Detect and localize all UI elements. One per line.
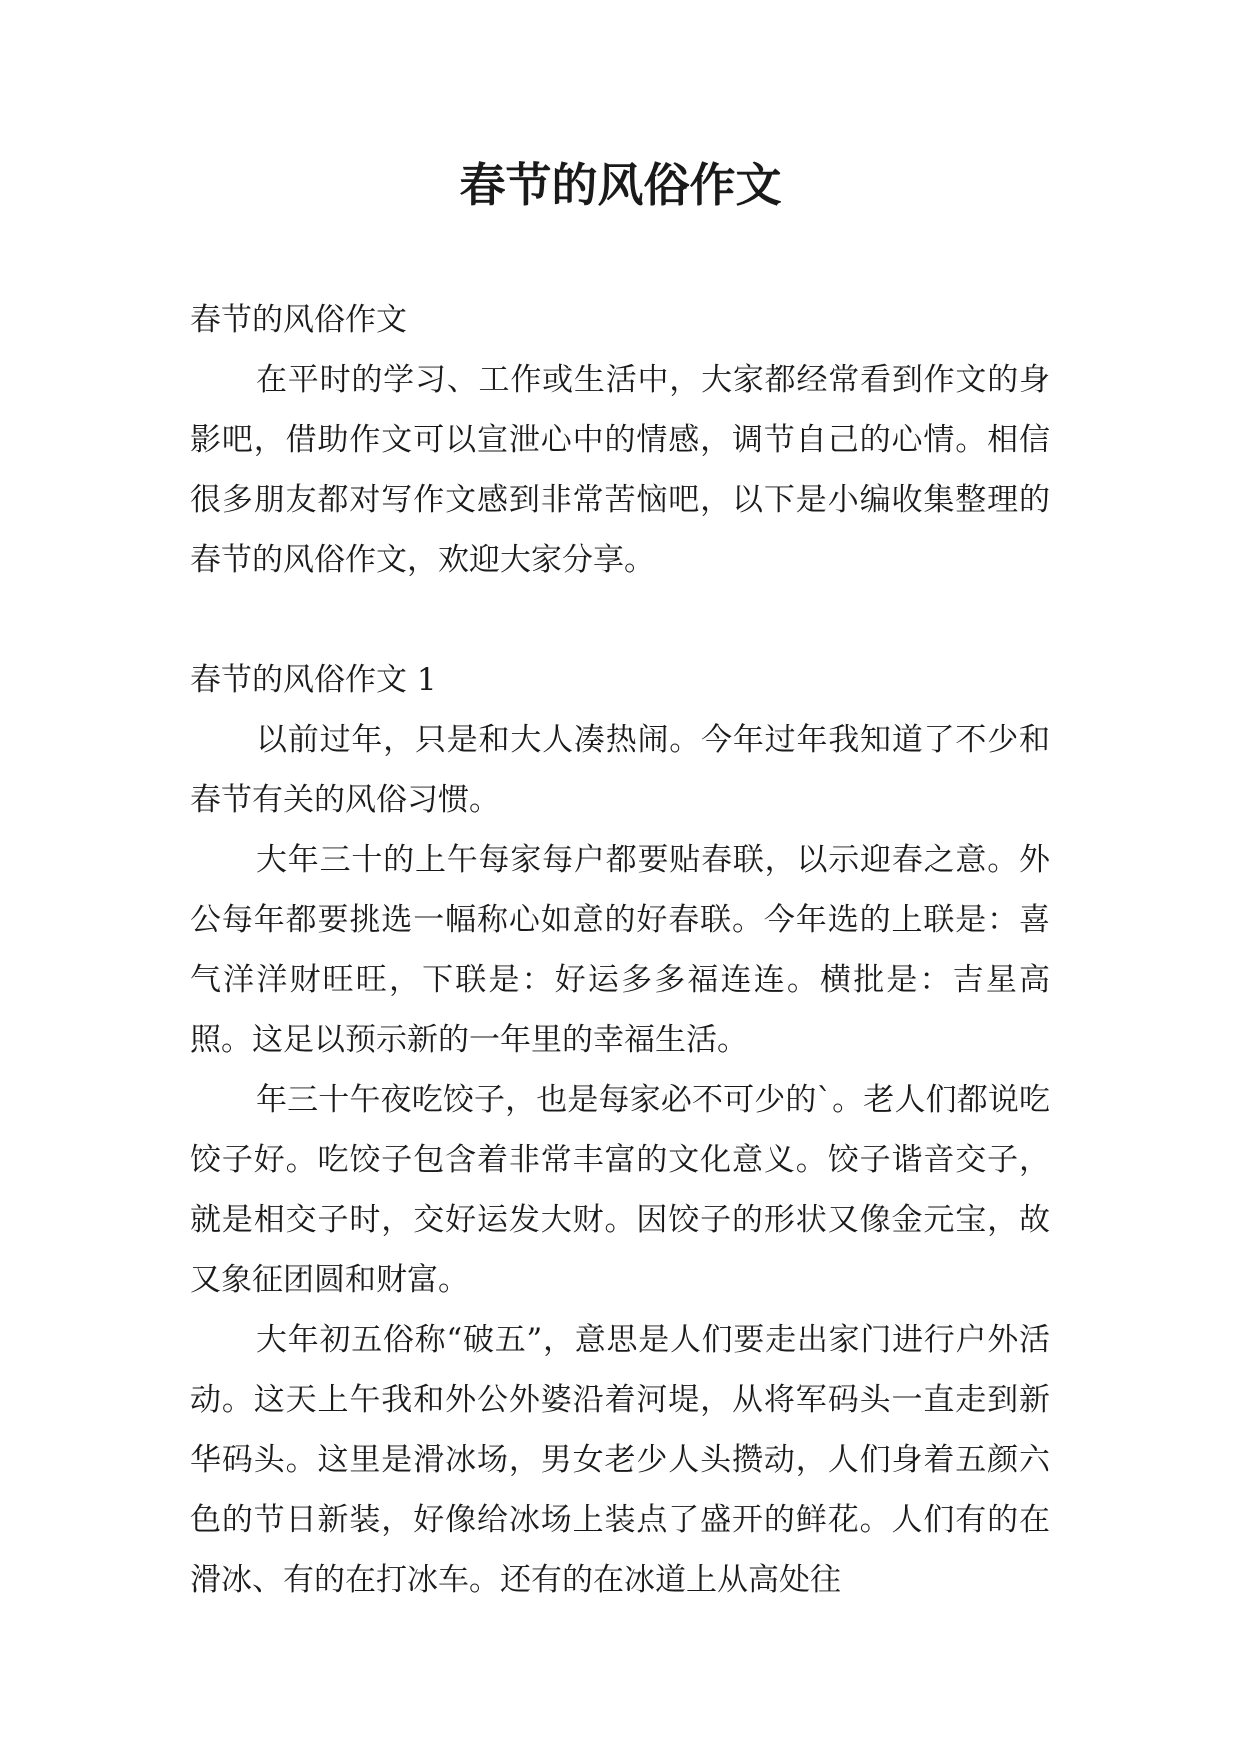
document-title: 春节的风俗作文 [459,158,782,212]
section-spacer [190,590,1050,650]
intro-paragraph: 在平时的学习、工作或生活中，大家都经常看到作文的身影吧，借助作文可以宣泄心中的情感，调节自己的心情。相信很多朋友都对写作文感到非常苦恼吧，以下是小编收集整理的春节的风俗作文，欢迎大家分享。 [190,362,1050,578]
section1-paragraph-2: 大年三十的上午每家每户都要贴春联，以示迎春之意。外公每年都要挑选一幅称心如意的好春联。今年选的上联是：喜气洋洋财旺旺，下联是：好运多多福连连。横批是：吉星高照。这足以预示新的一年里的幸福生活。 [190,842,1050,1058]
section1-paragraph-3: 年三十午夜吃饺子，也是每家必不可少的`。老人们都说吃饺子好。吃饺子包含着非常丰富的文化意义。饺子谐音交子，就是相交子时，交好运发大财。因饺子的形状又像金元宝，故又象征团圆和财富。 [190,1082,1050,1298]
document-body [190,290,1050,1610]
section1-paragraph-4: 大年初五俗称“破五”，意思是人们要走出家门进行户外活动。这天上午我和外公外婆沿着河堤，从将军码头一直走到新华码头。这里是滑冰场，男女老少人头攒动，人们身着五颜六色的节日新装，好像给冰场上装点了盛开的鲜花。人们有的在滑冰、有的在打冰车。还有的在冰道上从高处往 [190,1322,1050,1598]
intro-heading: 春节的风俗作文 [190,302,407,338]
section1-heading: 春节的风俗作文 1 [190,662,437,698]
section1-paragraph-1: 以前过年，只是和大人凑热闹。今年过年我知道了不少和春节有关的风俗习惯。 [190,722,1050,818]
